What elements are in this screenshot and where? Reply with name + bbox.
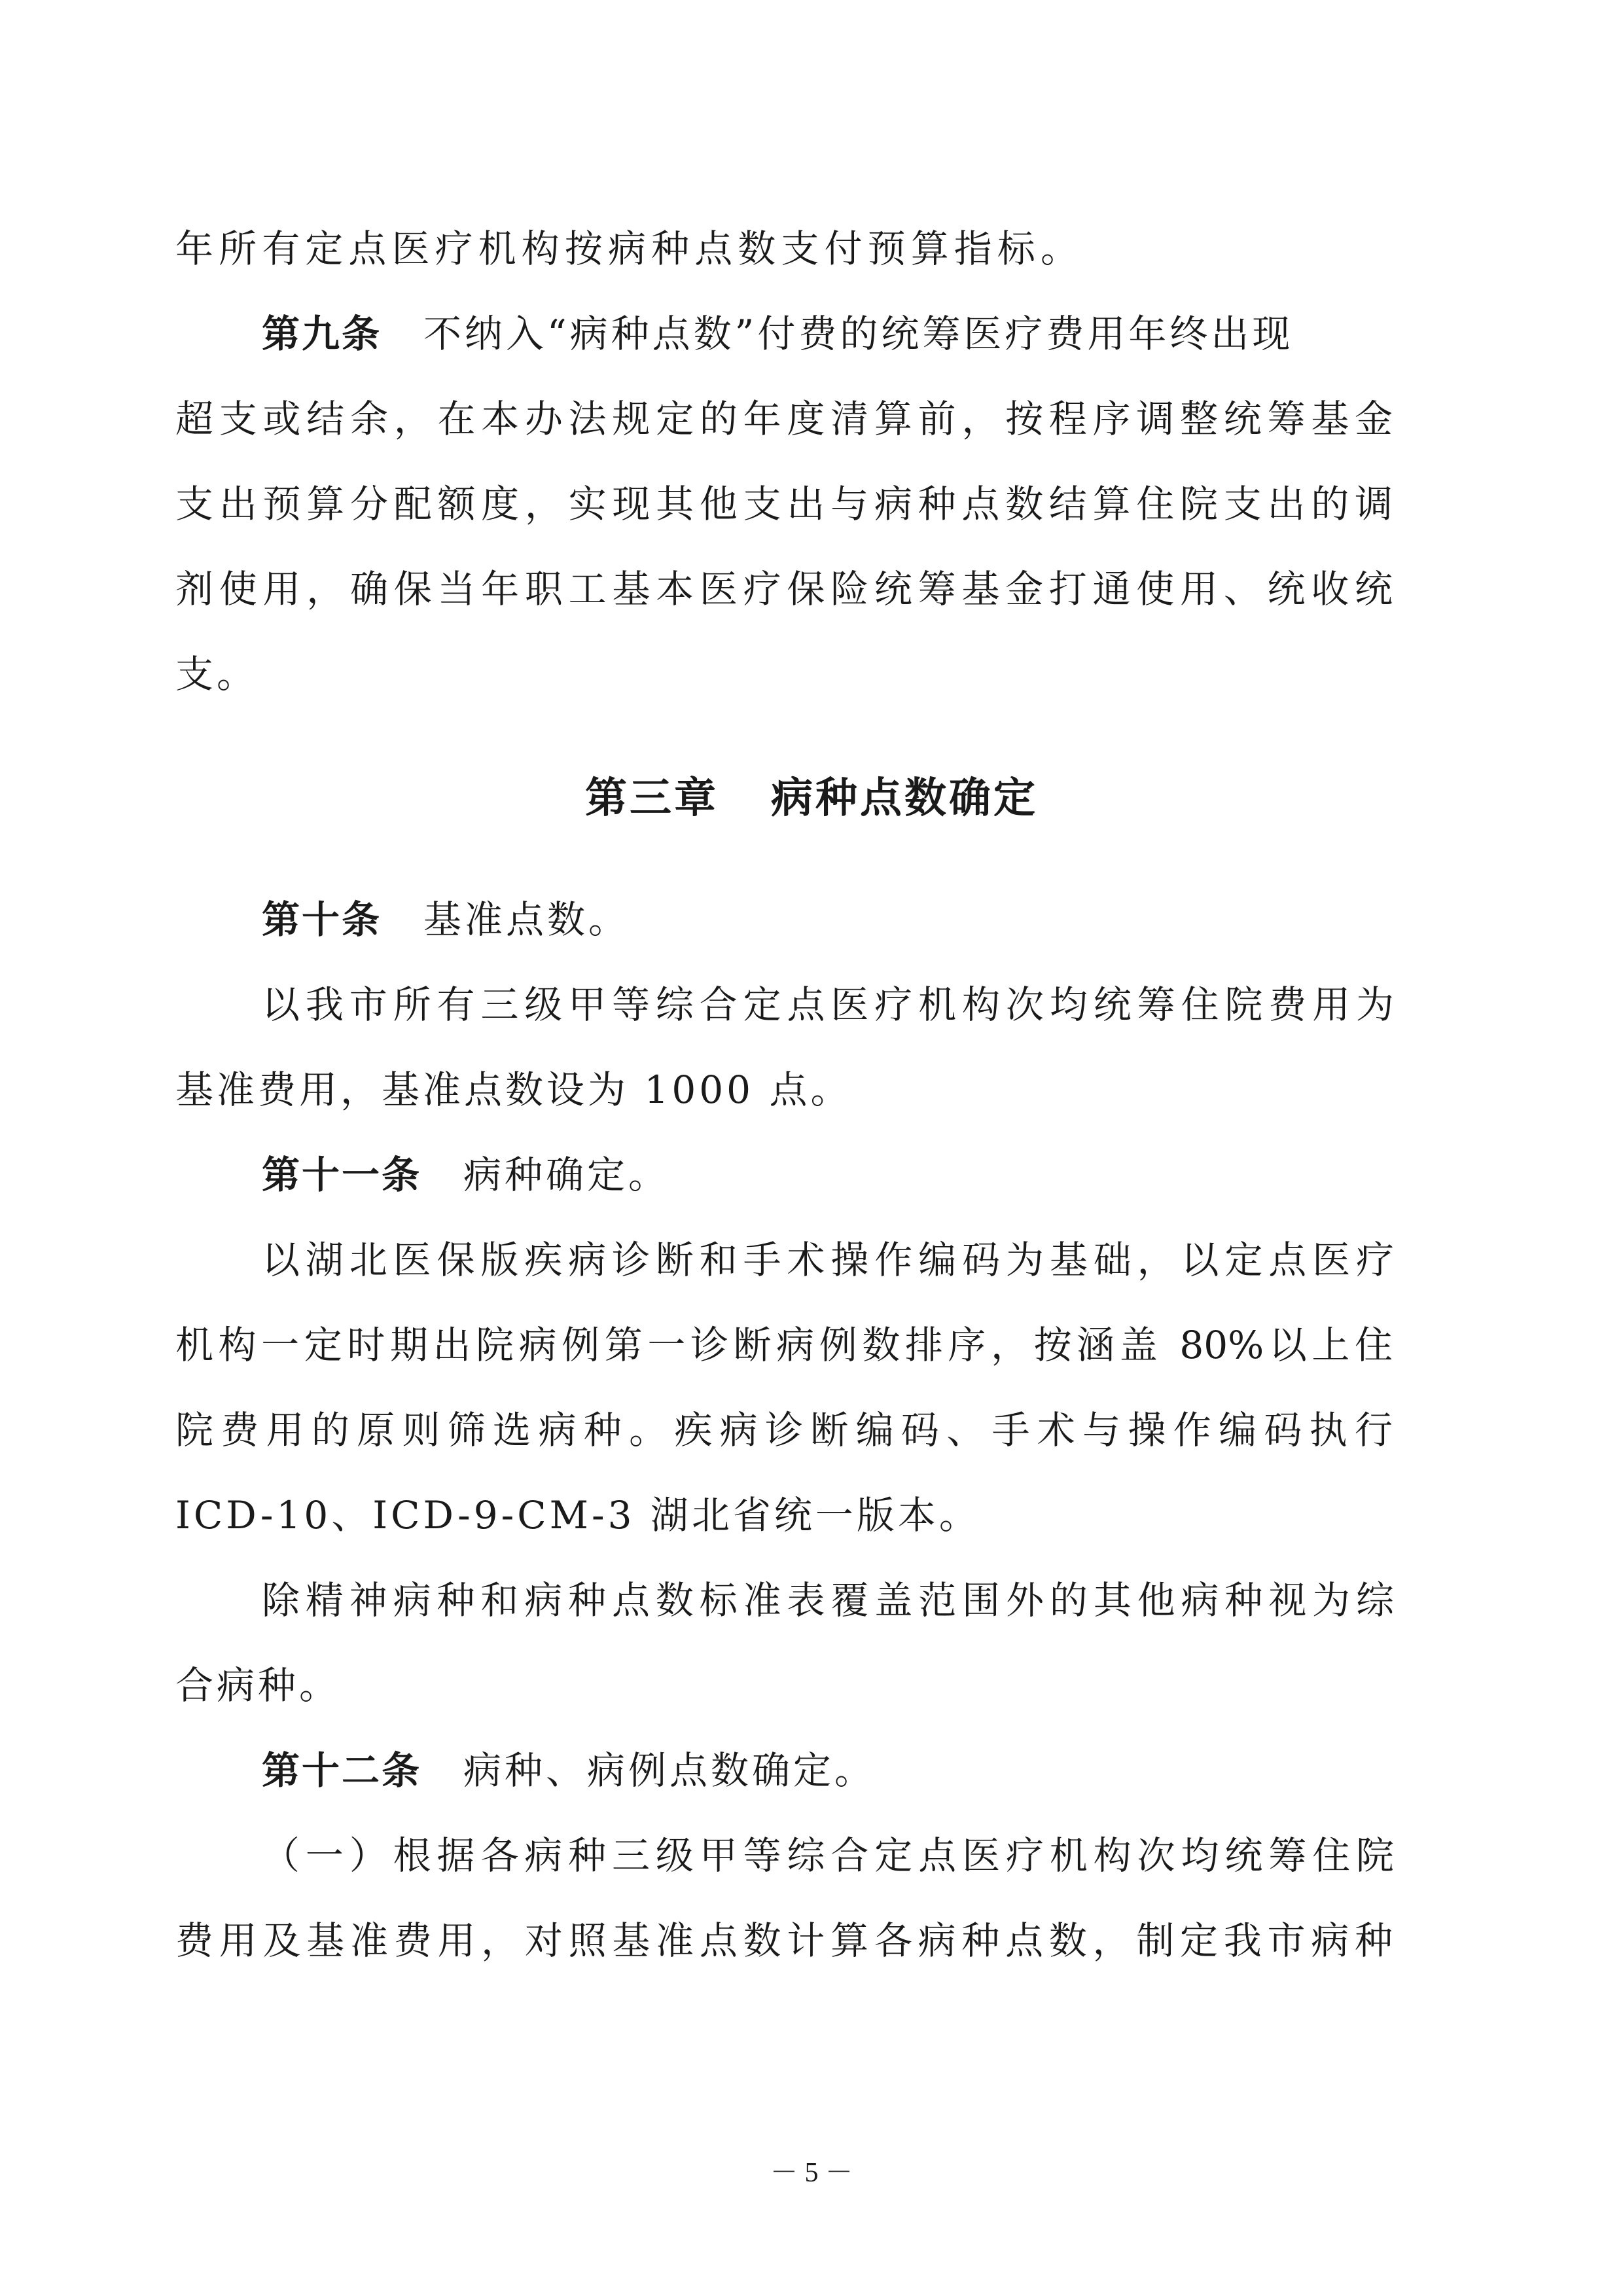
paragraph-line: 支出预算分配额度，实现其他支出与病种点数结算住院支出的调 xyxy=(175,482,1393,526)
article-12-first-line xyxy=(262,1744,1394,1797)
article-12-heading: 第十二条 xyxy=(262,1748,422,1793)
paragraph-line: （一）根据各病种三级甲等综合定点医疗机构次均统筹住院 xyxy=(262,1833,1394,1878)
chapter-number: 第三章 xyxy=(585,774,719,823)
article-9-first-line xyxy=(262,308,1394,360)
article-10-title: 基准点数。 xyxy=(423,897,630,942)
page-number: － 5 － xyxy=(770,2158,853,2188)
article-11-first-line xyxy=(262,1149,1394,1201)
paragraph-line: 基准费用，基准点数设为 1000 点。 xyxy=(175,1067,852,1112)
paragraph-line: 机构一定时期出院病例第一诊断病例数排序，按涵盖 80%以上住 xyxy=(175,1323,1393,1367)
article-11-title: 病种确定。 xyxy=(463,1153,670,1197)
paragraph-line: 合病种。 xyxy=(175,1663,341,1708)
paragraph-line: 剂使用，确保当年职工基本医疗保险统筹基金打通使用、统收统 xyxy=(175,567,1393,611)
paragraph-line: 年所有定点医疗机构按病种点数支付预算指标。 xyxy=(175,226,1079,271)
paragraph-line: 除精神病种和病种点数标准表覆盖范围外的其他病种视为综 xyxy=(262,1578,1394,1623)
paragraph-line: 超支或结余，在本办法规定的年度清算前，按程序调整统筹基金 xyxy=(175,397,1393,441)
paragraph-line: 费用及基准费用，对照基准点数计算各病种点数，制定我市病种 xyxy=(175,1918,1393,1963)
paragraph-line: 院费用的原则筛选病种。疾病诊断编码、手术与操作编码执行 xyxy=(175,1408,1393,1452)
paragraph-line: 以我市所有三级甲等综合定点医疗机构次均统筹住院费用为 xyxy=(262,982,1394,1027)
article-11-heading: 第十一条 xyxy=(262,1153,422,1197)
paragraph-line: 支。 xyxy=(175,652,259,696)
article-10-heading: 第十条 xyxy=(262,897,382,942)
article-9-text: 不纳入“病种点数”付费的统筹医疗费用年终出现 xyxy=(423,312,1294,356)
chapter-title xyxy=(0,769,1623,828)
paragraph-line: 以湖北医保版疾病诊断和手术操作编码为基础，以定点医疗 xyxy=(262,1238,1394,1282)
article-9-heading: 第九条 xyxy=(262,312,382,356)
article-10-first-line xyxy=(262,893,1394,946)
chapter-name: 病种点数确定 xyxy=(771,774,1038,823)
paragraph-line: ICD-10、ICD-9-CM-3 湖北省统一版本。 xyxy=(175,1493,980,1537)
article-12-title: 病种、病例点数确定。 xyxy=(463,1748,876,1793)
